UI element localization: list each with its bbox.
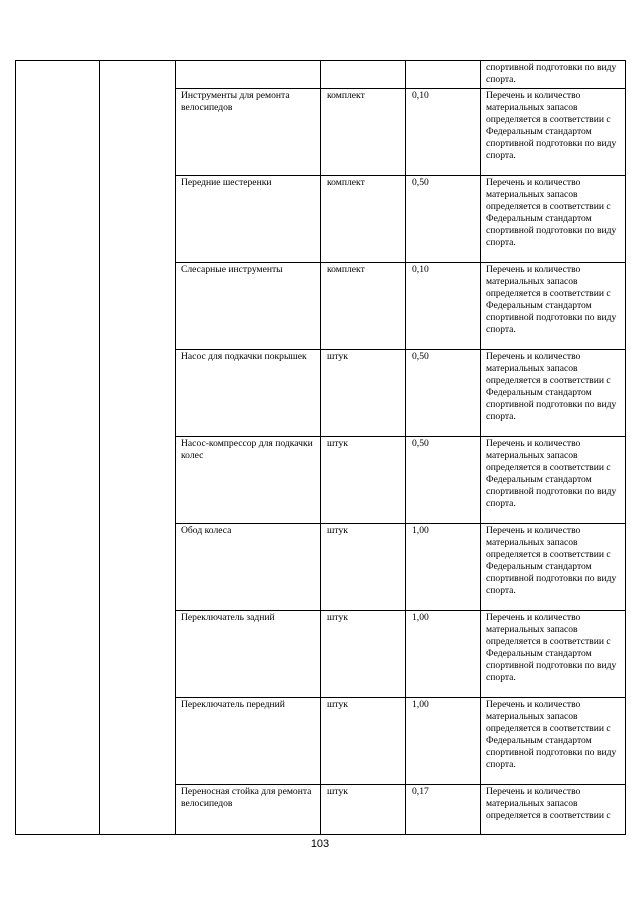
unit-cell: комплект: [321, 176, 406, 263]
note-cell: спортивной подготовки по виду спорта.: [481, 61, 626, 89]
quantity-cell: 0,50: [406, 350, 481, 437]
quantity-cell: 0,10: [406, 263, 481, 350]
equipment-table: [15, 60, 626, 835]
quantity-cell: 0,50: [406, 176, 481, 263]
unit-cell: [321, 61, 406, 89]
quantity-cell: 1,00: [406, 698, 481, 785]
note-cell: Перечень и количество материальных запасов определяется в соответствии с Федеральным стандартом спортивной подготовки по виду спорта.: [481, 437, 626, 524]
quantity-cell: 1,00: [406, 524, 481, 611]
item-name-cell: Инструменты для ремонта велосипедов: [176, 89, 321, 176]
note-cell: Перечень и количество материальных запасов определяется в соответствии с Федеральным стандартом спортивной подготовки по виду спорта.: [481, 89, 626, 176]
merged-cell-col2: [100, 61, 176, 835]
unit-cell: штук: [321, 524, 406, 611]
unit-cell: комплект: [321, 89, 406, 176]
note-cell: Перечень и количество материальных запасов определяется в соответствии с Федеральным стандартом спортивной подготовки по виду спорта.: [481, 698, 626, 785]
unit-cell: комплект: [321, 263, 406, 350]
unit-cell: штук: [321, 698, 406, 785]
note-cell: Перечень и количество материальных запасов определяется в соответствии с Федеральным стандартом спортивной подготовки по виду спорта.: [481, 263, 626, 350]
note-cell: Перечень и количество материальных запасов определяется в соответствии с Федеральным стандартом спортивной подготовки по виду спорта.: [481, 176, 626, 263]
quantity-cell: 1,00: [406, 611, 481, 698]
unit-cell: штук: [321, 785, 406, 835]
item-name-cell: [176, 61, 321, 89]
quantity-cell: 0,17: [406, 785, 481, 835]
quantity-cell: 0,50: [406, 437, 481, 524]
unit-cell: штук: [321, 350, 406, 437]
item-name-cell: Обод колеса: [176, 524, 321, 611]
item-name-cell: Передние шестеренки: [176, 176, 321, 263]
page-number: 103: [310, 838, 330, 850]
note-cell: Перечень и количество материальных запасов определяется в соответствии с Федеральным стандартом спортивной подготовки по виду спорта.: [481, 611, 626, 698]
quantity-cell: 0,10: [406, 89, 481, 176]
item-name-cell: Переключатель передний: [176, 698, 321, 785]
item-name-cell: Переносная стойка для ремонта велосипедов: [176, 785, 321, 835]
item-name-cell: Слесарные инструменты: [176, 263, 321, 350]
note-cell: Перечень и количество материальных запасов определяется в соответствии с: [481, 785, 626, 835]
item-name-cell: Переключатель задний: [176, 611, 321, 698]
unit-cell: штук: [321, 611, 406, 698]
note-cell: Перечень и количество материальных запасов определяется в соответствии с Федеральным стандартом спортивной подготовки по виду спорта.: [481, 524, 626, 611]
merged-cell-col1: [16, 61, 100, 835]
quantity-cell: [406, 61, 481, 89]
unit-cell: штук: [321, 437, 406, 524]
item-name-cell: Насос для подкачки покрышек: [176, 350, 321, 437]
table-row: [16, 61, 626, 89]
note-cell: Перечень и количество материальных запасов определяется в соответствии с Федеральным стандартом спортивной подготовки по виду спорта.: [481, 350, 626, 437]
item-name-cell: Насос-компрессор для подкачки колес: [176, 437, 321, 524]
